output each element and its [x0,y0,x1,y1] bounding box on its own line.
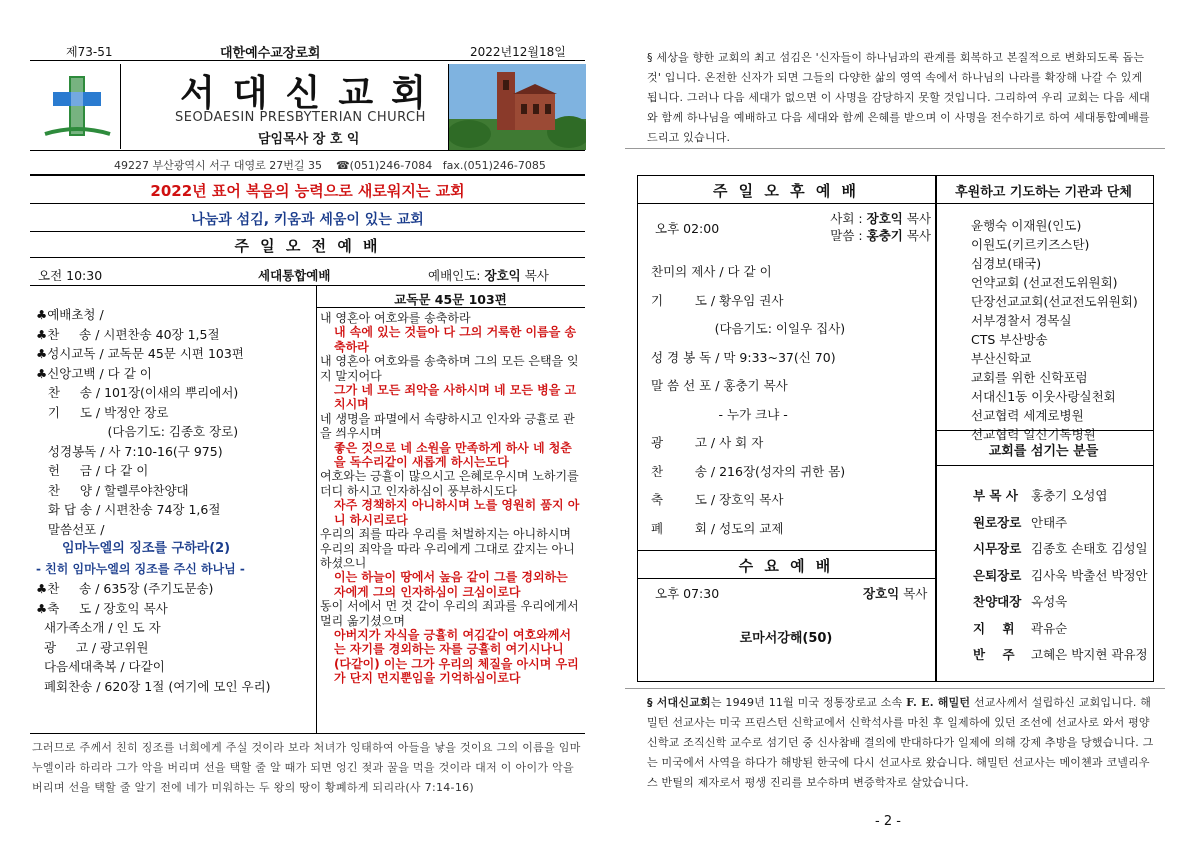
supporter-item: 부산신학교 [971,351,1032,366]
header-rule [30,60,585,61]
servant-row [973,616,1151,643]
responsive-line: 이는 하늘이 땅에서 높음 같이 그를 경외하는 자에게 그의 인자하심이 크심이로다 [334,570,568,599]
phone-number: ☎(051)246-7084 [335,159,433,172]
motto-rule-bottom [30,231,585,232]
supporter-item: 이원도(키르키즈스탄) [971,237,1090,252]
preacher-title: 목사 [906,228,931,243]
order-item: ♣찬 송 / 시편찬송 40장 1,5절 [36,326,220,342]
morning-time: 오전 10:30 [38,268,103,283]
intro-rule [625,148,1165,149]
afternoon-hosts [821,210,931,244]
order-items [36,305,306,539]
responsive-line: 내 영혼아 여호와를 송축하며 그의 모든 은택을 잊지 말지어다 [320,354,579,383]
host-label: 사회 : [830,211,863,226]
sermon-title: 임마누엘의 징조를 구하라(2) [62,541,231,556]
morning-rule [30,257,585,258]
afternoon-heading: 주 일 오 후 예 배 [712,182,860,200]
servant-role: 지 휘 [973,620,1015,636]
church-building-icon [449,64,586,150]
wednesday-leader-title: 목사 [903,586,928,601]
order-item: ♣신앙고백 / 다 같 이 [36,365,152,381]
servant-names: 안태주 [1031,514,1068,530]
order-item: 폐회찬송 / 620장 1절 (여기에 모인 우리) [36,678,271,694]
responsive-line: (다같이) 이는 그가 우리의 체질을 아시며 우리가 단지 먼지뿐임을 기억하심이로다 [334,656,579,686]
servant-row [973,589,1151,616]
responsive-reading [320,311,582,686]
leader-title: 목사 [524,268,549,283]
church-name: 서대신교회 [180,72,444,114]
supporter-item: CTS 부산방송 [971,332,1048,347]
church-english-name: SEODAESIN PRESBYTERIAN CHURCH [175,110,426,125]
history-church-name: § 서대신교회 [647,696,711,709]
servants-heading: 교회를 섬기는 분들 [988,444,1099,459]
servant-names: 김사욱 박출선 박정안 [1031,567,1148,583]
order-item: 헌 금 / 다 같 이 [36,463,149,478]
denomination: 대한예수교장로회 [220,46,321,61]
page-number: - 2 - [875,814,901,829]
afternoon-order-item: 성 경 봉 독 / 막 9:33~37(신 70) [651,349,836,365]
morning-order-list [36,305,306,696]
issue-number: 제73-51 [66,45,113,59]
afternoon-order-item: 폐 회 / 성도의 교제 [651,520,784,536]
left-page [30,0,585,848]
order-item: ♣축 도 / 장호익 목사 [36,600,168,616]
responsive-line: 우리의 죄를 따라 우리를 처벌하지는 아니하시며 우리의 죄악을 따라 우리에게 그대로 갚지는 아니하셨으니 [320,527,575,570]
order-item: 찬 송 / 101장(이새의 뿌리에서) [36,385,239,400]
servant-row [973,563,1151,590]
afternoon-rule [637,203,936,204]
church-address [114,157,546,173]
servant-names: 김종호 손태호 김성일 [1031,541,1148,556]
servant-role: 부 목 사 [973,488,1018,503]
servant-names: 옥성욱 [1031,594,1068,609]
intro-text: § 세상을 향한 교회의 최고 섬김은 '신자들이 하나님과의 관계를 회복하고 본질적으로 변화되도록 돕는 것' 입니다. 온전한 신자가 되면 그들의 다양한 삶의 영역 속에서 하나님의 나라를 확장해 나갈 수 있게 됩니다. 그러나 다음 세대가 없으면 이 사명을 감당하지 못할 것입니다. 그리하여 우리 교회는 다음 세대와 함께 하나님을 예배하고 다음 세대와 함께 은혜를 받으며 이 사명을 전수하기로 하여 세대통합예배를 드리고 있습니다. [647,51,1151,144]
responsive-line: 내 영혼아 여호와를 송축하라 [320,311,471,325]
supporters-list [971,216,1151,444]
servants-list [973,483,1151,669]
servant-role: 찬양대장 [973,594,1022,609]
header-rule-2 [30,150,585,151]
history-rule [625,688,1165,689]
responsive-line: 동이 서에서 먼 것 같이 우리의 죄과를 우리에게서 멀리 옮기셨으며 [320,599,579,628]
history-seg1: 는 1949년 11월 미국 정통장로교 소속 [710,696,903,709]
history-founder: F. E. 해밀턴 [906,696,971,709]
leader-label: 예배인도: [428,268,481,283]
responsive-line: 내 속에 있는 것들아 다 그의 거룩한 이름을 송축하라 [334,325,577,354]
order-item: 성경봉독 / 사 7:10-16(구 975) [36,443,223,459]
order-item: 말씀선포 / [36,521,105,537]
afternoon-order-item: 광 고 / 사 회 자 [651,435,764,450]
senior-pastor: 담임목사 장 호 익 [258,132,360,147]
responsive-title: 교독문 45문 103편 [394,292,507,307]
morning-rule-2 [30,285,585,286]
afternoon-order-item: 기 도 / 황우임 권사 [651,292,784,308]
responsive-line: 아버지가 자식을 긍휼히 여김같이 여호와께서는 자기를 경외하는 자를 긍휼히 여기시나니 [334,627,571,657]
supporter-item: 언약교회 (선교전도위원회) [971,275,1118,290]
supporter-item: 교회를 위한 신학포럼 [971,370,1088,385]
order-items-2 [36,579,306,696]
order-item: ♣찬 송 / 635장 (주기도문송) [36,581,214,596]
servant-role: 시무장로 [973,541,1022,556]
servant-names: 고혜은 박지현 곽유정 [1031,647,1148,662]
supporter-item: 서대신1동 이웃사랑실천회 [971,389,1116,404]
order-item: 기 도 / 박정안 장로 [36,404,169,420]
afternoon-order-item: 찬미의 제사 / 다 같 이 [651,264,772,279]
order-item: 다음세대축복 / 다같이 [36,659,165,674]
bottom-verse: 그러므로 주께서 친히 징조를 너희에게 주실 것이라 보라 처녀가 잉태하여 아들을 낳을 것이요 그의 이름을 임마누엘이라 하리라 그가 악을 버리며 선을 택할 줄 알 때가 되면 엉긴 젖과 꿀을 먹을 것이라 대저 이 아이가 악을 버리며 선을 택할 줄 알기 전에 네가 미워하는 두 왕의 땅이 황폐하게 되리라(사 7:14-16) [32,741,581,794]
servant-row [973,510,1151,537]
servant-names: 홍충기 오성엽 [1031,488,1108,503]
servant-row [973,483,1151,510]
servant-role: 반 주 [973,647,1015,662]
wednesday-rule-top [637,550,936,551]
afternoon-order-item: 찬 송 / 216장(성자의 귀한 몸) [651,463,846,479]
host-title: 목사 [906,211,931,226]
responsive-rule [316,307,585,308]
supporter-item: 선교협력 일신기독병원 [971,427,1096,442]
servants-rule [935,465,1153,466]
verse-rule [30,733,585,734]
order-item: (다음기도: 김종호 장로) [36,424,239,439]
afternoon-order-item: 말 씀 선 포 / 홍충기 목사 [651,378,788,393]
servant-names: 곽유순 [1031,620,1068,636]
supporter-item: 심경보(태국) [971,256,1042,271]
servants-rule-top [935,430,1153,431]
intro-paragraph [647,48,1155,148]
order-item: 새가족소개 / 인 도 자 [36,620,161,635]
cross-logo-icon [35,64,120,149]
order-item: 찬 양 / 할렐루야찬양대 [36,482,189,498]
supporters-rule [935,203,1153,204]
afternoon-order-list [651,258,931,543]
sermon-subtitle: - 친히 임마누엘의 징조를 주신 하나님 - [36,562,245,576]
supporter-item: 단장선교교회(선교전도위원회) [971,294,1138,309]
afternoon-order-item: (다음기도: 이일우 집사) [651,321,846,336]
sub-theme: 나눔과 섬김, 키움과 세움이 있는 교회 [191,212,424,228]
servant-role: 은퇴장로 [973,567,1022,583]
servant-row [973,536,1151,563]
order-item: ♣성시교독 / 교독문 45문 시편 103편 [36,346,244,361]
address-text: 49227 부산광역시 서구 대영로 27번길 35 [114,159,322,172]
afternoon-order-item: 축 도 / 장호익 목사 [651,492,784,507]
supporters-heading: 후원하고 기도하는 기관과 단체 [955,185,1132,200]
wednesday-title: 로마서강해(50) [739,631,833,646]
fax-number: fax.(051)246-7085 [442,159,546,172]
bulletin-date: 2022년12월18일 [470,45,566,59]
servant-row [973,642,1151,669]
history-paragraph [647,693,1157,793]
supporter-item: 서부경찰서 경목실 [971,313,1072,328]
morning-service-heading: 주 일 오 전 예 배 [234,237,381,255]
supporter-item: 선교협력 세계로병원 [971,408,1084,423]
wednesday-time: 오후 07:30 [655,586,720,601]
history-seg2: 선교사께서 설립하신 교회입니다. 해밀턴 선교사는 미국 프린스턴 신학교에서 신학석사를 마친 후 일제하에 있던 조선에 선교사로 와서 평양신학교 조직신학 교수로 섬기던 중 신사참배 결의에 반대하다가 일제에 의해 강제 추방을 당했습니다. 그는 미국에서 사역을 하다가 해방된 한국에 다시 선교사로 왔습니다. 해밀턴 선교사는 메이첸과 코넬리우스 반틸의 제자로서 평생 진리를 보수하며 변증학자로 살았습니다. [647,696,1154,789]
order-item: ♣예배초청 / [36,307,104,322]
right-page [625,0,1165,848]
motto-rule-mid [30,203,585,204]
servant-role: 원로장로 [973,514,1022,530]
preacher-name: 홍충기 [866,228,903,243]
wednesday-rule [637,578,936,579]
morning-service-type: 세대통합예배 [258,268,331,283]
supporter-item: 윤행숙 이재원(인도) [971,218,1082,233]
responsive-line: 네 생명을 파멸에서 속량하시고 인자와 긍휼로 관을 씌우시며 [320,411,575,441]
preacher-label: 말씀 : [830,228,863,243]
afternoon-time: 오후 02:00 [655,221,720,236]
church-logo [35,64,121,149]
leader-name: 장호익 [484,268,521,283]
host-name: 장호익 [866,211,903,226]
responsive-line: 여호와는 긍휼이 많으시고 은혜로우시며 노하기를 더디 하시고 인자하심이 풍부하시도다 [320,469,579,498]
church-building-photo [448,64,586,150]
order-item: 광 고 / 광고위원 [36,639,149,655]
wednesday-heading: 수 요 예 배 [738,557,834,575]
afternoon-order-item: - 누가 크냐 - [651,406,788,422]
year-theme: 2022년 표어 복음의 능력으로 새로워지는 교회 [150,182,465,200]
responsive-line: 좋은 것으로 네 소원을 만족하게 하사 네 청춘을 독수리같이 새롭게 하시는도다 [334,440,572,470]
wednesday-leader-name: 장호익 [863,586,900,601]
wednesday-leader [863,584,927,602]
responsive-line: 자주 경책하지 아니하시며 노를 영원히 품지 아니 하시리로다 [334,498,580,527]
responsive-line: 그가 네 모든 죄악을 사하시며 네 모든 병을 고치시며 [334,383,577,412]
morning-leader [428,266,549,284]
column-divider [316,285,317,733]
order-item: 화 답 송 / 시편찬송 74장 1,6절 [36,502,221,517]
motto-rule-top [30,174,585,176]
